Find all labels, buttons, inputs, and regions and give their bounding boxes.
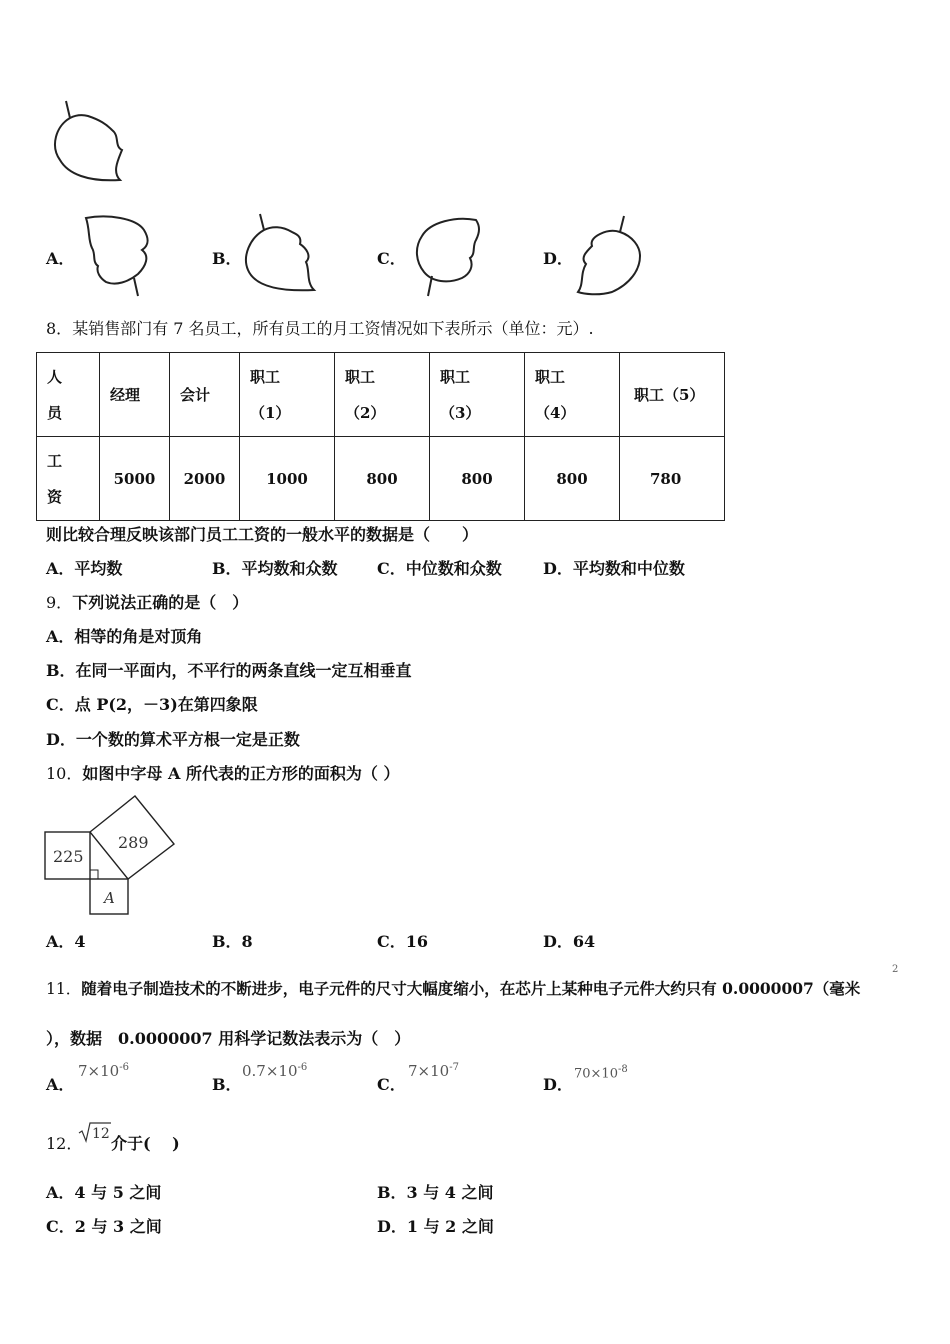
q12-option-a[interactable]: A．4 与 5 之间: [46, 1183, 162, 1202]
leaf-option-c-label: C．: [377, 249, 406, 268]
leaf-original-figure: [48, 98, 128, 188]
q11-option-d-expr[interactable]: $70\times 10^{-8}$: [574, 1064, 628, 1082]
col-header-staff-4: 职工 （4）: [525, 353, 620, 437]
col-header-staff-1: 职工 （1）: [240, 353, 335, 437]
q11-superscript: 2: [892, 964, 899, 975]
q12-stem-line: [46, 1133, 82, 1155]
top-square-label: 289: [118, 833, 149, 852]
q11-option-a-expr[interactable]: $7\times 10^{-6}$: [78, 1062, 129, 1080]
q9-option-a[interactable]: A．相等的角是对顶角: [46, 627, 203, 646]
col-header-manager: 经理: [100, 353, 170, 437]
q11-option-b-label[interactable]: B．: [212, 1075, 242, 1094]
q10-option-d[interactable]: D．64: [543, 932, 596, 951]
wage-cell: 800: [525, 437, 620, 521]
wage-cell: 5000: [100, 437, 170, 521]
table-row: [37, 353, 725, 437]
q9-option-c[interactable]: C．点 P(2，－3)在第四象限: [46, 695, 258, 714]
q11-stem-line-1: [46, 978, 860, 1000]
q12-option-c[interactable]: C．2 与 3 之间: [46, 1217, 162, 1236]
leaf-option-a-figure[interactable]: [78, 212, 158, 302]
sqrt-radicand: 12: [92, 1126, 110, 1142]
q10-number: 10．: [46, 764, 83, 783]
q10-stem: 如图中字母 A 所代表的正方形的面积为（ ）: [82, 764, 400, 783]
wage-cell: 1000: [240, 437, 335, 521]
q11-option-a-label[interactable]: A．: [46, 1075, 75, 1094]
q8-option-d[interactable]: D．平均数和中位数: [543, 559, 685, 578]
q8-stem-line: [46, 318, 594, 340]
wage-cell: 800: [430, 437, 525, 521]
leaf-option-c-figure[interactable]: [410, 212, 490, 302]
q11-option-c-label[interactable]: C．: [377, 1075, 406, 1094]
wage-cell: 800: [335, 437, 430, 521]
q10-stem-line: [46, 763, 400, 785]
q9-stem: 下列说法正确的是（ ）: [72, 593, 249, 612]
q9-option-d[interactable]: D．一个数的算术平方根一定是正数: [46, 730, 300, 749]
q8-number: 8．: [46, 319, 73, 338]
leaf-option-d-figure[interactable]: [574, 212, 654, 302]
bottom-square-label: A: [104, 889, 115, 907]
col-header-staff-2: 职工 （2）: [335, 353, 430, 437]
q9-option-b[interactable]: B．在同一平面内，不平行的两条直线一定互相垂直: [46, 661, 412, 680]
q8-option-a[interactable]: A．平均数: [46, 559, 123, 578]
q11-number: 11．: [46, 980, 82, 998]
sqrt-symbol: [78, 1120, 112, 1144]
leaf-option-d-label: D．: [543, 249, 573, 268]
col-header-accountant: 会计: [170, 353, 240, 437]
q12-option-d[interactable]: D．1 与 2 之间: [377, 1217, 494, 1236]
q10-option-c[interactable]: C．16: [377, 932, 429, 951]
q11-stem-line-2: ），数据 0.0000007 用科学记数法表示为（ ）: [46, 1029, 411, 1048]
q12-number: 12．: [46, 1134, 83, 1153]
leaf-option-b-figure[interactable]: [240, 212, 320, 302]
q8-follow-up: 则比较合理反映该部门员工工资的一般水平的数据是（ ）: [46, 525, 479, 544]
squares-figure: [40, 792, 184, 918]
q8-stem: 某销售部门有 7 名员工，所有员工的月工资情况如下表所示（单位：元）.: [72, 319, 594, 338]
q9-number: 9．: [46, 593, 73, 612]
wage-cell: 780: [620, 437, 725, 521]
wage-table: [36, 352, 725, 521]
col-header-staff-3: 职工 （3）: [430, 353, 525, 437]
q11-stem-part-1: 随着电子制造技术的不断进步，电子元件的尺寸大幅度缩小，在芯片上某种电子元件大约只有 0.0000007（毫米: [81, 979, 861, 998]
q11-option-d-label[interactable]: D．: [543, 1075, 573, 1094]
left-square-label: 225: [53, 847, 84, 866]
row-header-personnel: 人 员: [37, 353, 100, 437]
q9-stem-line: [46, 592, 248, 614]
q8-option-c[interactable]: C．中位数和众数: [377, 559, 502, 578]
q11-option-c-expr[interactable]: $7\times 10^{-7}$: [408, 1062, 459, 1080]
q8-option-b[interactable]: B．平均数和众数: [212, 559, 338, 578]
q12-option-b[interactable]: B．3 与 4 之间: [377, 1183, 494, 1202]
q11-option-b-expr[interactable]: $0.7\times 10^{-6}$: [242, 1062, 308, 1080]
leaf-option-a-label: A．: [46, 249, 75, 268]
q12-stem: 介于( ): [111, 1134, 180, 1153]
table-row: [37, 437, 725, 521]
q10-option-b[interactable]: B．8: [212, 932, 253, 951]
q10-option-a[interactable]: A．4: [46, 932, 86, 951]
leaf-option-b-label: B．: [212, 249, 242, 268]
wage-cell: 2000: [170, 437, 240, 521]
row-header-wage: 工 资: [37, 437, 100, 521]
col-header-staff-5: 职工（5）: [620, 353, 725, 437]
